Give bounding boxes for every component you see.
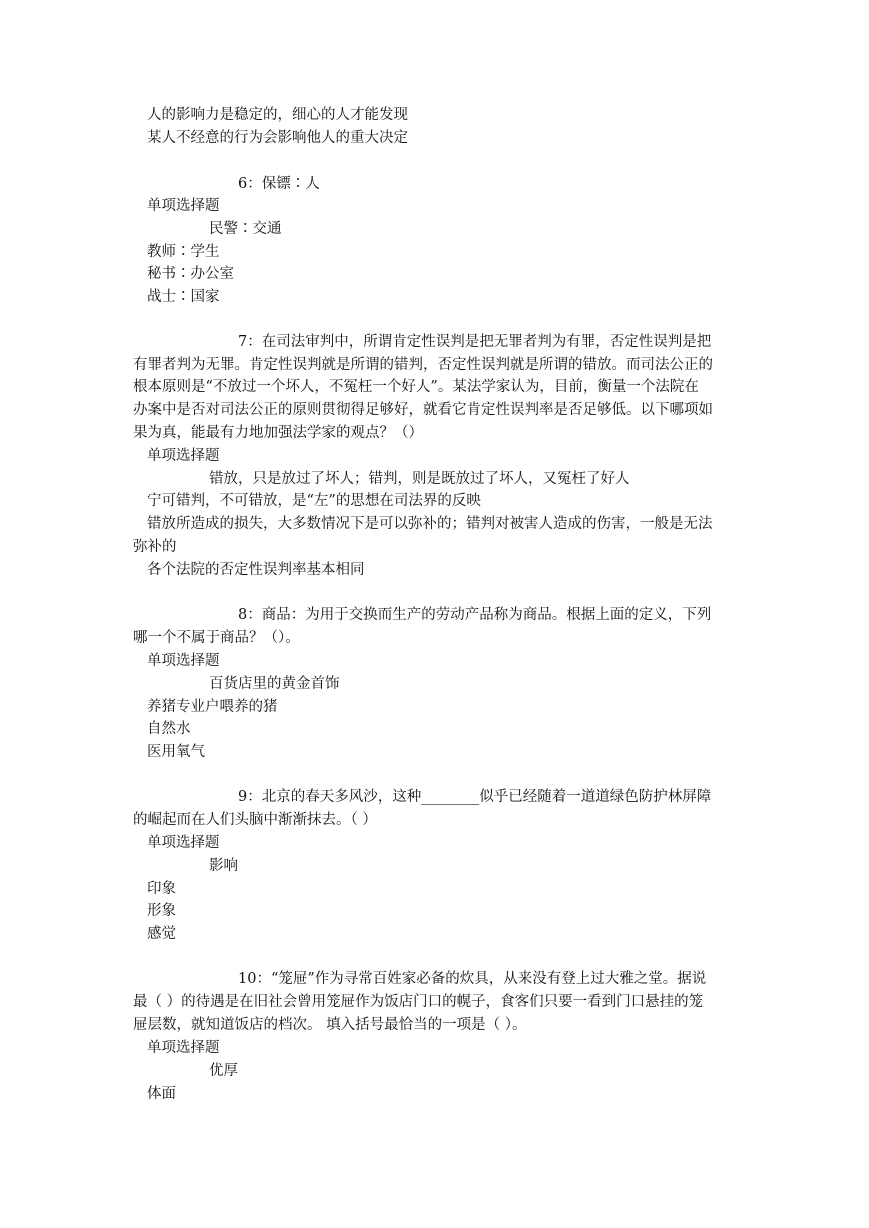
question-9-stem-line: 9：北京的春天多风沙，这种________似乎已经随着一道道绿色防护林屏障 [238, 789, 712, 805]
option-text: 优厚 [209, 1063, 238, 1079]
question-type-label: 单项选择题 [147, 835, 220, 851]
question-7-stem-line: 根本原则是“不放过一个坏人，不冤枉一个好人”。某法学家认为，目前，衡量一个法院在 [133, 379, 699, 395]
question-6-stem: 6：保镖∶人 [238, 176, 320, 192]
option-text: 体面 [147, 1086, 176, 1102]
question-7-stem-line: 有罪者判为无罪。肯定性误判就是所谓的错判，否定性误判就是所谓的错放。而司法公正的 [133, 357, 713, 373]
option-text: 错放，只是放过了坏人；错判，则是既放过了坏人，又冤枉了好人 [209, 471, 630, 487]
question-8-stem-line: 8：商品：为用于交换而生产的劳动产品称为商品。根据上面的定义，下列 [238, 607, 712, 623]
option-text: 各个法院的否定性误判率基本相同 [147, 562, 365, 578]
option-text: 宁可错判，不可错放，是“左”的思想在司法界的反映 [147, 493, 481, 509]
question-7-stem-line: 7：在司法审判中，所谓肯定性误判是把无罪者判为有罪，否定性误判是把 [238, 334, 712, 350]
question-type-label: 单项选择题 [147, 198, 220, 214]
option-text: 影响 [209, 858, 238, 874]
question-type-label: 单项选择题 [147, 1040, 220, 1056]
option-text: 感觉 [147, 926, 176, 942]
option-text: 错放所造成的损失，大多数情况下是可以弥补的；错判对被害人造成的伤害，一般是无法 [147, 516, 713, 532]
option-text-continuation: 弥补的 [133, 539, 177, 555]
option-text: 养猪专业户喂养的猪 [147, 699, 278, 715]
option-text: 战士∶国家 [147, 289, 220, 305]
option-text: 印象 [147, 881, 176, 897]
option-text: 医用氧气 [147, 744, 205, 760]
option-text: 形象 [147, 903, 176, 919]
question-10-stem-line: 10：“笼屉”作为寻常百姓家必备的炊具，从来没有登上过大雅之堂。据说 [238, 971, 707, 987]
question-10-stem-line: 最（ ）的待遇是在旧社会曾用笼屉作为饭店门口的幌子，食客们只要一看到门口悬挂的笼 [133, 994, 704, 1010]
option-text: 某人不经意的行为会影响他人的重大决定 [147, 130, 408, 146]
option-text: 教师∶学生 [147, 244, 220, 260]
option-text: 民警∶交通 [209, 221, 282, 237]
question-8-stem-line: 哪一个不属于商品？（）。 [133, 630, 300, 646]
option-text: 秘书∶办公室 [147, 266, 234, 282]
option-text: 人的影响力是稳定的，细心的人才能发现 [147, 107, 408, 123]
option-text: 百货店里的黄金首饰 [209, 676, 340, 692]
question-10-stem-line: 屉层数，就知道饭店的档次。 填入括号最恰当的一项是（ ）。 [133, 1017, 527, 1033]
question-9-stem-line: 的崛起而在人们头脑中渐渐抹去。（ ） [133, 812, 377, 828]
question-type-label: 单项选择题 [147, 448, 220, 464]
question-7-stem-line: 果为真，能最有力地加强法学家的观点？（） [133, 425, 423, 441]
option-text: 自然水 [147, 721, 191, 737]
question-type-label: 单项选择题 [147, 653, 220, 669]
question-7-stem-line: 办案中是否对司法公正的原则贯彻得足够好，就看它肯定性误判率是否足够低。以下哪项如 [133, 402, 713, 418]
